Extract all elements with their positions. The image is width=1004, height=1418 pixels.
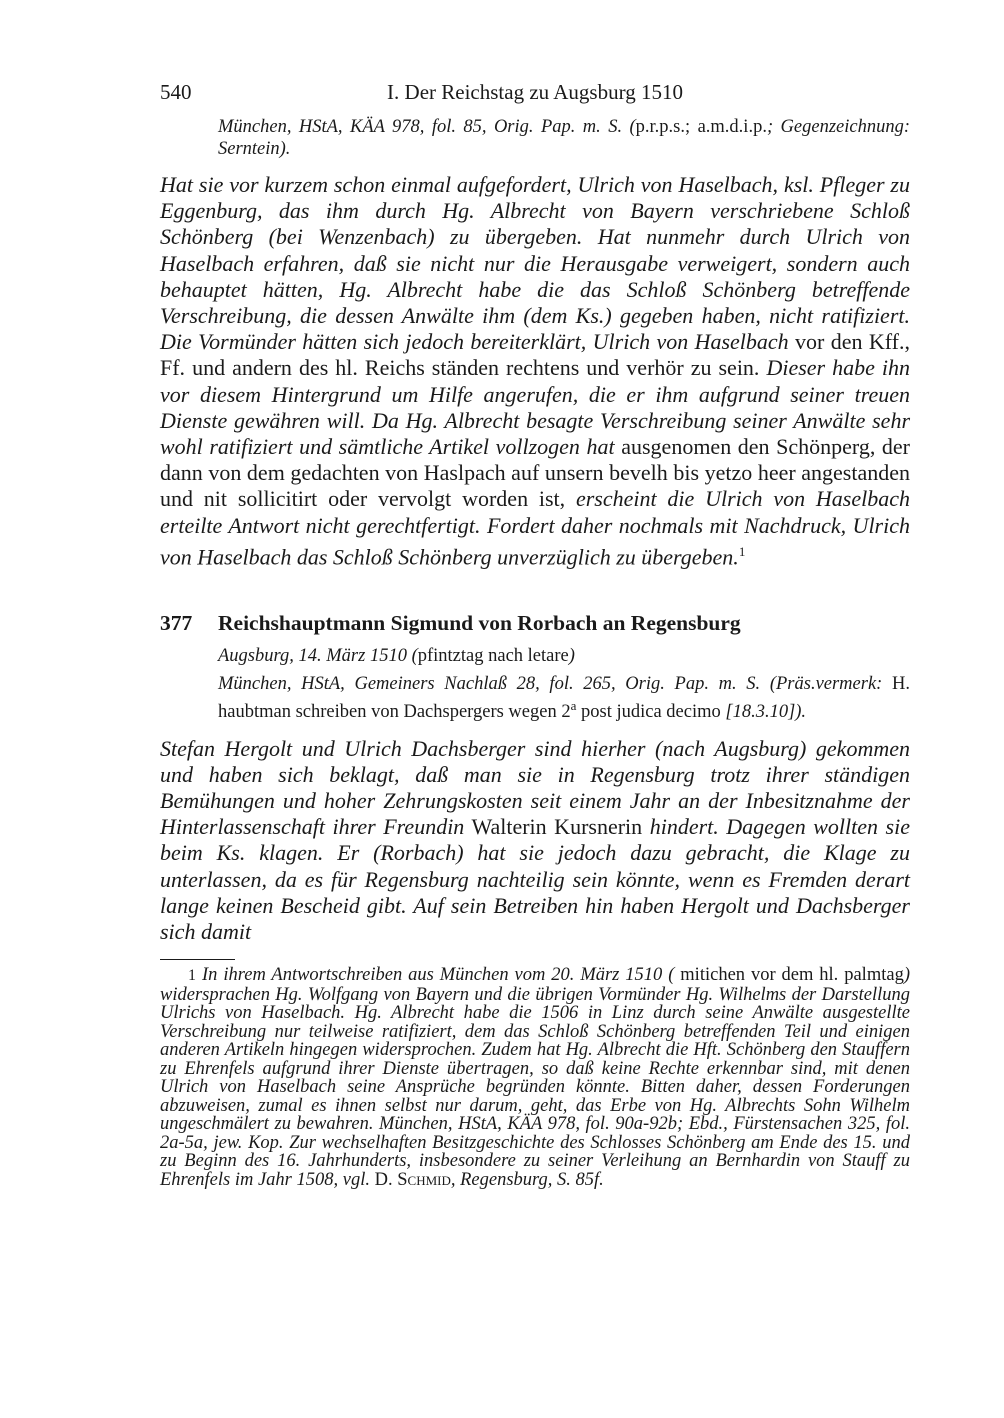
- document-number: 377: [160, 611, 193, 636]
- document-body-376: Hat sie vor kurzem schon einmal aufgefordert, Ulrich von Haselbach, ksl. Pfleger zu Eggenburg, das ihm durch Hg. Albrecht von Bayern verschriebene Schloß Schönberg (bei Wenzenbach) zu übergeben. Hat nunmehr durch Ulrich von Haselbach erfahren, daß sie nicht nur die Herausgabe verweigert, sondern auch behauptet hätten, Hg. Albrecht habe die das Schloß Schönberg betreffende Verschreibung, die dessen Anwälte ihm (dem Ks.) gegeben haben, nicht ratifiziert. Die Vormünder hätten sich jedoch bereiterklärt, Ulrich von Haselbach vor den Kff., Ff. und andern des hl. Reichs ständen rechtens und verhör zu sein. Dieser habe ihn vor diesem Hintergrund um Hilfe angerufen, die er ihm aufgrund seiner treuen Dienste gewähren will. Da Hg. Albrecht besagte Verschreibung seiner Anwälte sehr wohl ratifiziert und sämtliche Artikel vollzogen hat ausgenomen den Schönperg, der dann von dem gedachten von Haslpach auf unsern bevelh bis yetzo heer angestanden und nit sollicitirt oder vervolgt worden ist, erscheint die Ulrich von Haselbach erteilte Antwort nicht gerechtfertigt. Fordert daher nochmals mit Nachdruck, Ulrich von Haselbach das Schloß Schönberg unverzüglich zu übergeben.$^1$: [160, 172, 911, 570]
- document-body-377: Stefan Hergolt und Ulrich Dachsberger sind hierher (nach Augsburg) gekommen und haben sich beklagt, daß man sie in Regensburg trotz ihrer ständigen Bemühungen und hoher Zehrungskosten seit einem Jahr an der Inbesitznahme der Hinterlassenschaft ihrer Freundin Walterin Kursnerin hindert. Dagegen wollten sie beim Ks. klagen. Er (Rorbach) hat sie jedoch dazu gebracht, die Klage zu unterlassen, da es für Regensburg nachteilig sein könnte, wenn es Fremden derart lange keinen Bescheid gibt. Auf sein Betreiben hin haben Hergolt und Dachsberger sich damit: [160, 735, 910, 944]
- footnote-1: 1 In ihrem Antwortschreiben aus München vom 20. März 1510 ( mitichen vor dem hl. palmtag) widersprachen Hg. Wolfgang von Bayern und die übrigen Vormünder Hg. Wilhelms der Darstellung Ulrichs von Haselbach. Hg. Albrecht habe die 1506 in Linz durch seine Anwälte ausgestellte Verschreibung nur teilweise ratifiziert, dem das Schloß Schönberg betreffenden Teil und einigen anderen Artikeln hingegen widersprochen. Zudem hat Hg. Albrecht die Hft. Schönberg den Stauffern zu Ehrenfels aufgrund ihrer Dienste übertragen, so daß keine Rechte erkennbar sind, mit denen Ulrich von Haselbach seine Ansprüche begründen könnte. Bitten daher, dessen Forderungen abzuweisen, zumal es ihnen selbst nur darum, geht, das Erbe von Hg. Albrechts Sohn Wilhelm ungeschmälert zu bewahren. München, HStA, KÄA 978, fol. 90a-92b; Ebd., Fürstensachen 325, fol. 2a-5a, jew. Kop. Zur wechselhaften Besitzgeschichte des Schlosses Schönberg am Ende des 15. und zu Beginn des 16. Jahrhunderts, insbesondere zu seiner Verleihung an Bernhardin von Stauff zu Ehrenfels im Jahr 1508, vgl. D. Schmid, Regensburg, S. 85f.: [160, 965, 910, 1190]
- footnote-divider: [160, 959, 235, 960]
- footnote-reference[interactable]: 1: [738, 543, 746, 559]
- page-number: 540: [160, 80, 192, 104]
- footnote-number: 1: [188, 967, 196, 985]
- document-title: Reichshauptmann Sigmund von Rorbach an Regensburg: [218, 611, 741, 636]
- source-note-376: München, HStA, KÄA 978, fol. 85, Orig. Pap. m. S. (p.r.p.s.; a.m.d.i.p.; Gegenzeichnung: Serntein).: [218, 117, 910, 159]
- document-page: [160, 80, 910, 1189]
- running-title: I. Der Reichstag zu Augsburg 1510: [387, 80, 683, 104]
- date-line-377: Augsburg, 14. März 1510 (pfintztag nach letare): [218, 646, 575, 667]
- page-header: [160, 80, 910, 116]
- source-note-377: München, HStA, Gemeiners Nachlaß 28, fol. 265, Orig. Pap. m. S. (Präs.vermerk: H. haubtman schreiben von Dachspergers wegen 2$^a$ post judica decimo [18.3.10]).: [218, 674, 910, 723]
- document-heading-377: [160, 611, 910, 639]
